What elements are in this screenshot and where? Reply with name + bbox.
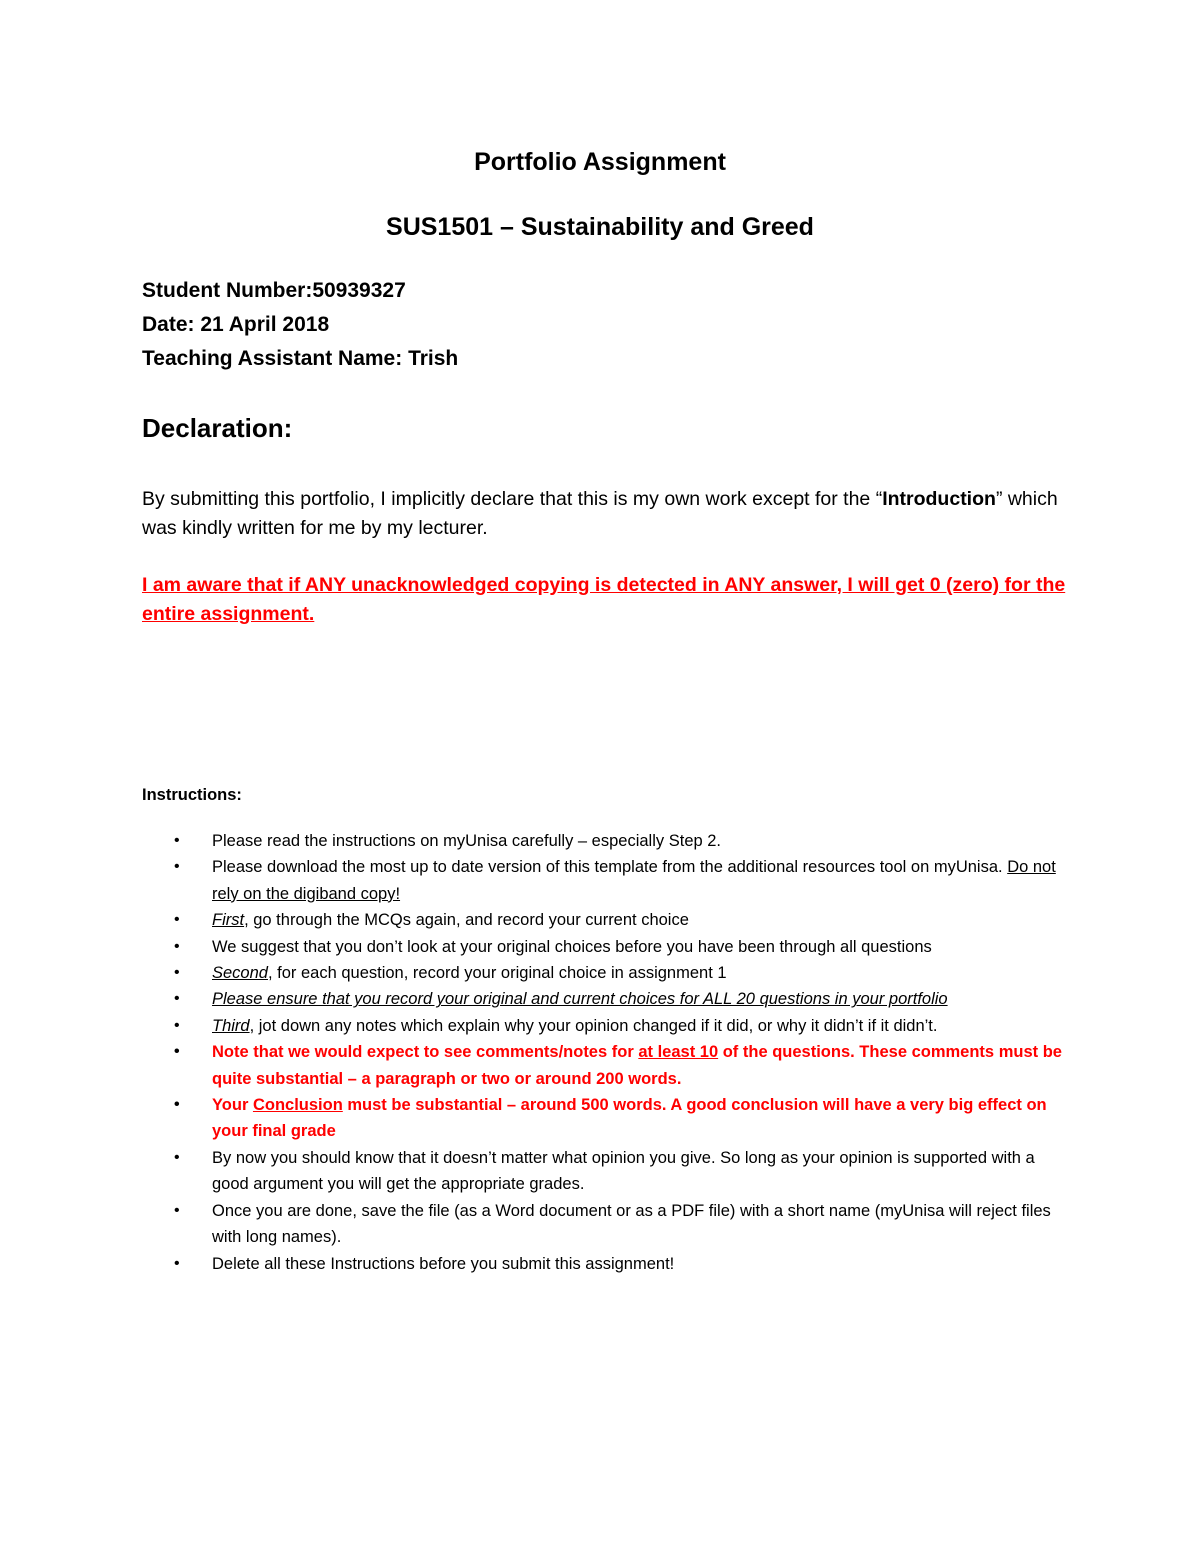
bullet-icon: • [174,1254,180,1272]
instruction-emphasis: Please ensure that you record your original and current choices for ALL 20 questions in your portfolio [212,990,948,1009]
instructions-list [142,828,1072,1277]
page-title: Portfolio Assignment [474,148,726,176]
instruction-emphasis: Second [212,964,268,983]
bullet-icon: • [174,990,180,1008]
instruction-emphasis: First [212,911,245,930]
instruction-text: , jot down any notes which explain why your opinion changed if it did, or why it didn’t if it didn’t. [249,1016,938,1035]
copying-warning: I am aware that if ANY unacknowledged copying is detected in ANY answer, I will get 0 (zero) for the entire assignment. [142,574,1066,625]
list-item [142,1013,1072,1039]
instruction-text: must be substantial – around 500 words. A good conclusion will have a very big effect on your final grade [212,1096,1047,1141]
declaration-text-part2: ” which was kindly written for me by my lecturer. [142,488,1058,539]
instruction-text: , go through the MCQs again, and record your current choice [244,911,689,930]
instruction-text: We suggest that you don’t look at your original choices before you have been through all questions [212,937,932,956]
bullet-icon: • [174,1043,180,1061]
instruction-text: Please download the most up to date version of this template from the additional resources tool on myUnisa. [212,858,1008,877]
declaration-text [142,485,1072,543]
bullet-icon: • [174,1096,180,1114]
submission-date: Date: 21 April 2018 [142,313,330,336]
course-title: SUS1501 – Sustainability and Greed [386,213,814,241]
bullet-icon: • [174,858,180,876]
bullet-icon: • [174,1016,180,1034]
instruction-text: Note that we would expect to see comments/notes for [212,1043,639,1062]
list-item [142,1145,1072,1198]
list-item [142,1198,1072,1251]
declaration-heading: Declaration: [142,413,293,443]
list-item [142,986,1072,1012]
list-item [142,828,1072,854]
teaching-assistant-name: Teaching Assistant Name: Trish [142,347,459,370]
instruction-underlined-text: at least 10 [638,1043,719,1062]
list-item [142,907,1072,933]
bullet-icon: • [174,1201,180,1219]
instruction-text: of the questions. These comments must be quite substantial – a paragraph or two or around 200 words. [212,1043,1062,1088]
list-item [142,1251,1072,1277]
instruction-underlined-text: Conclusion [252,1096,343,1115]
instructions-heading: Instructions: [142,786,242,804]
declaration-text-part1: By submitting this portfolio, I implicitly declare that this is my own work except for the “ [142,488,883,510]
student-details [142,274,458,376]
instruction-text: By now you should know that it doesn’t matter what opinion you give. So long as your opinion is supported with a good argument you will get the appropriate grades. [212,1148,1035,1194]
student-number: Student Number:50939327 [142,279,406,302]
bullet-icon: • [174,911,180,929]
instruction-text: Please read the instructions on myUnisa carefully – especially Step 2. [212,832,722,850]
declaration-introduction-word: Introduction [882,488,996,510]
list-item [142,960,1072,986]
list-item [142,1039,1072,1092]
instruction-text: Delete all these Instructions before you submit this assignment! [212,1254,675,1273]
instruction-text: , for each question, record your original choice in assignment 1 [267,964,727,983]
bullet-icon: • [174,1148,180,1166]
instruction-text: Once you are done, save the file (as a Word document or as a PDF file) with a short name (myUnisa will reject files with long names). [212,1201,1051,1247]
bullet-icon: • [174,832,180,849]
list-item [142,934,1072,960]
list-item [142,1092,1072,1145]
bullet-icon: • [174,964,180,982]
list-item [142,854,1072,907]
instruction-underlined-text: Do not rely on the digiband copy! [212,858,1056,903]
instruction-emphasis: Third [212,1016,250,1035]
instruction-text: Your [212,1096,253,1115]
bullet-icon: • [174,937,180,955]
